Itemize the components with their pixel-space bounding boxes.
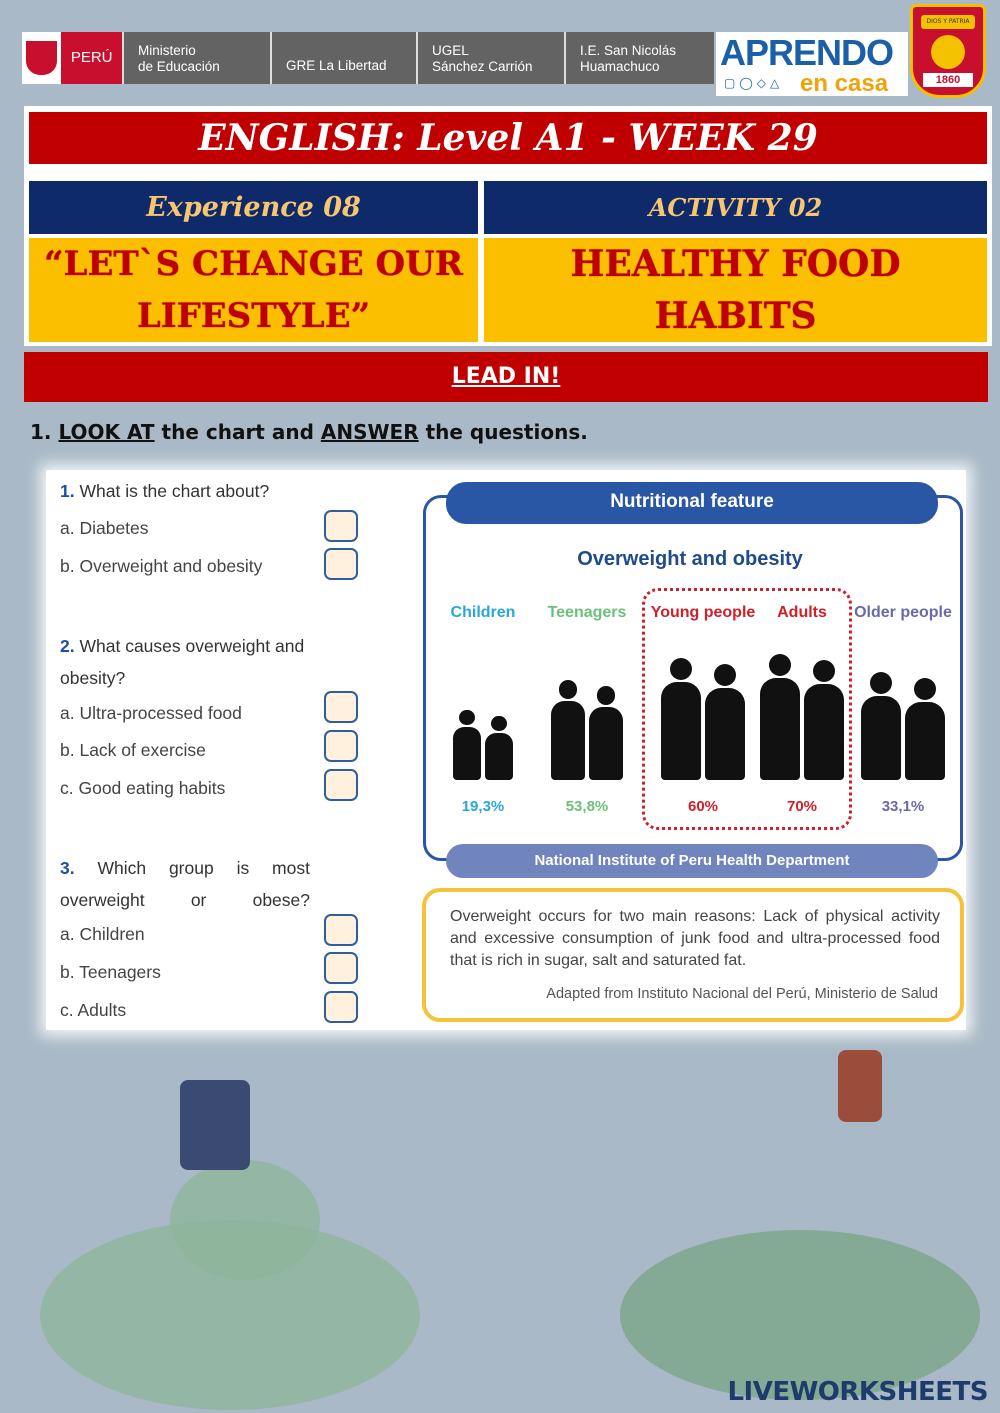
person-silhouette-icon <box>804 660 844 780</box>
chart-title: Overweight and obesity <box>577 548 803 570</box>
question-3-option-c: c. Adults <box>60 1000 127 1020</box>
instruction-middle: the chart and <box>161 420 314 444</box>
question-2-number: 2. <box>60 636 75 656</box>
crest-ribbon: DIOS Y PATRIA <box>921 15 975 29</box>
peru-label: PERÚ <box>61 32 122 84</box>
background-bush <box>170 1160 320 1280</box>
question-1-option-b: b. Overweight and obesity <box>60 556 263 576</box>
group-percentage: 33,1% <box>881 798 925 815</box>
question-2-option-b: b. Lack of exercise <box>60 740 206 760</box>
question-3-option-a: a. Children <box>60 924 145 944</box>
note-source: Adapted from Instituto Nacional del Perú, Ministerio de Salud <box>546 986 938 1002</box>
instruction-look-at: LOOK AT <box>58 420 155 444</box>
peru-logo <box>22 32 124 84</box>
person-silhouette-icon <box>485 716 513 780</box>
question-2 <box>60 630 310 694</box>
crest-emblem-icon <box>931 35 965 69</box>
group-label: Children <box>450 604 516 621</box>
question-3-text: Which group is most overweight or obese? <box>60 858 310 910</box>
question-3-number: 3. <box>60 858 75 878</box>
lead-in-banner: LEAD IN! <box>24 352 988 402</box>
question-2-text: What causes overweight and obesity? <box>60 636 305 688</box>
chart-header: Nutritional feature <box>446 482 938 524</box>
activity-title-cell <box>484 238 987 342</box>
group-label: Young people <box>650 604 756 621</box>
ministry-label: Ministerio de Educación <box>124 32 272 84</box>
aprendo-en-casa-logo <box>716 32 908 96</box>
school-crest <box>910 4 986 98</box>
instruction-end: the questions. <box>425 420 588 444</box>
experience-title-cell <box>29 238 478 342</box>
answer-checkbox[interactable] <box>324 510 358 542</box>
question-2-option-a: a. Ultra-processed food <box>60 703 242 723</box>
question-1-option-a: a. Diabetes <box>60 518 149 538</box>
institution-header <box>22 32 714 84</box>
note-text: Overweight occurs for two main reasons: Lack of physical activity and excessive consumption of junk food and ultra-processed food that is rich in sugar, salt and saturated fat. <box>450 908 940 969</box>
shapes-icon: ▢◯◇△ <box>724 76 784 90</box>
background-bush <box>620 1230 980 1400</box>
instruction-number: 1. <box>30 420 52 444</box>
person-silhouette-icon <box>861 672 901 780</box>
chart-source: National Institute of Peru Health Department <box>446 844 938 878</box>
gre-label: GRE La Libertad <box>272 32 418 84</box>
answer-checkbox[interactable] <box>324 769 358 801</box>
group-percentage: 19,3% <box>461 798 505 815</box>
question-2-option-c: c. Good eating habits <box>60 778 226 798</box>
person-silhouette-icon <box>760 654 800 780</box>
group-percentage: 60% <box>687 798 719 815</box>
person-silhouette-icon <box>453 710 481 780</box>
answer-checkbox[interactable] <box>324 991 358 1023</box>
instruction-answer: ANSWER <box>320 420 419 444</box>
question-3 <box>60 852 310 916</box>
group-percentage: 53,8% <box>565 798 609 815</box>
activity-title: HEALTHY FOOD HABITS <box>570 243 901 337</box>
question-1 <box>60 481 269 502</box>
group-percentage: 70% <box>786 798 818 815</box>
school-label: I.E. San Nicolás Huamachuco <box>566 32 714 84</box>
crest-year: 1860 <box>923 73 973 87</box>
activity-label: ACTIVITY 02 <box>484 181 987 234</box>
person-silhouette-icon <box>589 686 623 780</box>
liveworksheets-watermark: LIVEWORKSHEETS <box>727 1377 988 1407</box>
group-label: Teenagers <box>547 604 627 621</box>
instruction <box>30 420 588 444</box>
experience-label: Experience 08 <box>29 181 478 234</box>
person-silhouette-icon <box>661 658 701 780</box>
answer-checkbox[interactable] <box>324 730 358 762</box>
group-label: Older people <box>854 604 952 621</box>
question-1-number: 1. <box>60 481 75 501</box>
answer-checkbox[interactable] <box>324 914 358 946</box>
en-casa-text: en casa <box>800 70 889 97</box>
group-label: Adults <box>777 604 827 621</box>
person-silhouette-icon <box>705 664 745 780</box>
experience-title: “LET`S CHANGE OUR LIFESTYLE” <box>43 244 464 336</box>
aprendo-text: APRENDO <box>720 32 894 73</box>
person-silhouette-icon <box>551 680 585 780</box>
page-title: ENGLISH: Level A1 - WEEK 29 <box>29 112 987 164</box>
answer-checkbox[interactable] <box>324 691 358 723</box>
basket-illustration <box>838 1050 882 1122</box>
answer-checkbox[interactable] <box>324 548 358 580</box>
runner-illustration <box>180 1080 250 1170</box>
person-silhouette-icon <box>905 678 945 780</box>
peru-shield-icon <box>26 41 57 75</box>
question-1-text: What is the chart about? <box>79 481 270 501</box>
answer-checkbox[interactable] <box>324 952 358 984</box>
question-3-option-b: b. Teenagers <box>60 962 161 982</box>
ugel-label: UGEL Sánchez Carrión <box>418 32 566 84</box>
